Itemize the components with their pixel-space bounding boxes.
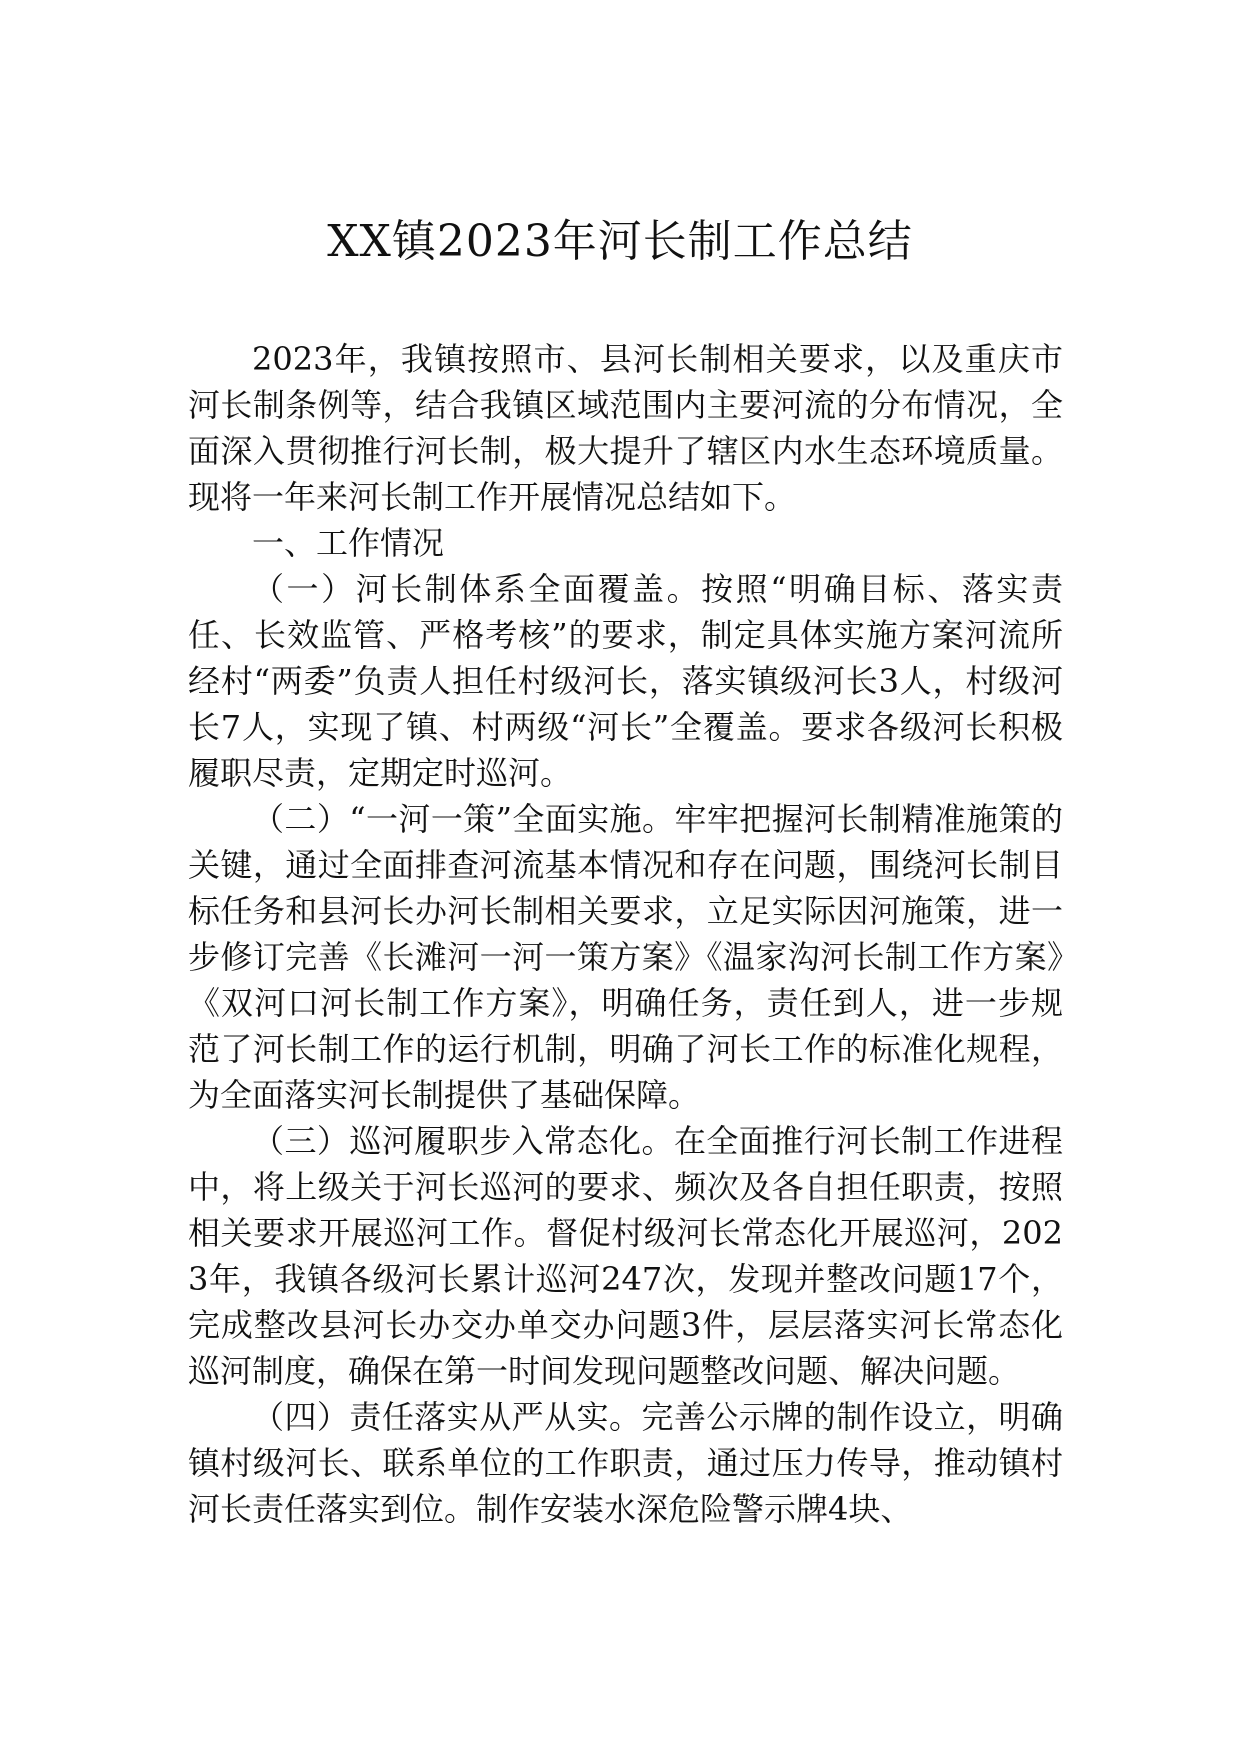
paragraph-system-coverage: （一）河长制体系全面覆盖。按照“明确目标、落实责任、长效监管、严格考核”的要求，制定具体实施方案河流所经村“两委”负责人担任村级河长，落实镇级河长3人，村级河长7人，实现了镇、村两级“河长”全覆盖。要求各级河长积极履职尽责，定期定时巡河。: [188, 570, 1063, 792]
intro-paragraph: 2023年，我镇按照市、县河长制相关要求，以及重庆市河长制条例等，结合我镇区域范围内主要河流的分布情况，全面深入贯彻推行河长制，极大提升了辖区内水生态环境质量。现将一年来河长制工作开展情况总结如下。: [188, 340, 1063, 516]
paragraph-one-river-one-policy: （二）“一河一策”全面实施。牢牢把握河长制精准施策的关键，通过全面排查河流基本情况和存在问题，围绕河长制目标任务和县河长办河长制相关要求，立足实际因河施策，进一步修订完善《长滩河一河一策方案》《温家沟河长制工作方案》《双河口河长制工作方案》，明确任务，责任到人，进一步规范了河长制工作的运行机制，明确了河长工作的标准化规程，为全面落实河长制提供了基础保障。: [188, 800, 1063, 1114]
section-heading-work-status: 一、工作情况: [252, 524, 445, 562]
paragraph-river-patrol: （三）巡河履职步入常态化。在全面推行河长制工作进程中，将上级关于河长巡河的要求、频次及各自担任职责，按照相关要求开展巡河工作。督促村级河长常态化开展巡河，2023年，我镇各级河长累计巡河247次，发现并整改问题17个，完成整改县河长办交办单交办问题3件，层层落实河长常态化巡河制度，确保在第一时间发现问题整改问题、解决问题。: [188, 1122, 1063, 1390]
document-body: [188, 336, 1063, 1532]
paragraph-responsibility: （四）责任落实从严从实。完善公示牌的制作设立，明确镇村级河长、联系单位的工作职责，通过压力传导，推动镇村河长责任落实到位。制作安装水深危险警示牌4块、: [188, 1398, 1063, 1528]
document-title: XX镇2023年河长制工作总结: [327, 216, 913, 267]
